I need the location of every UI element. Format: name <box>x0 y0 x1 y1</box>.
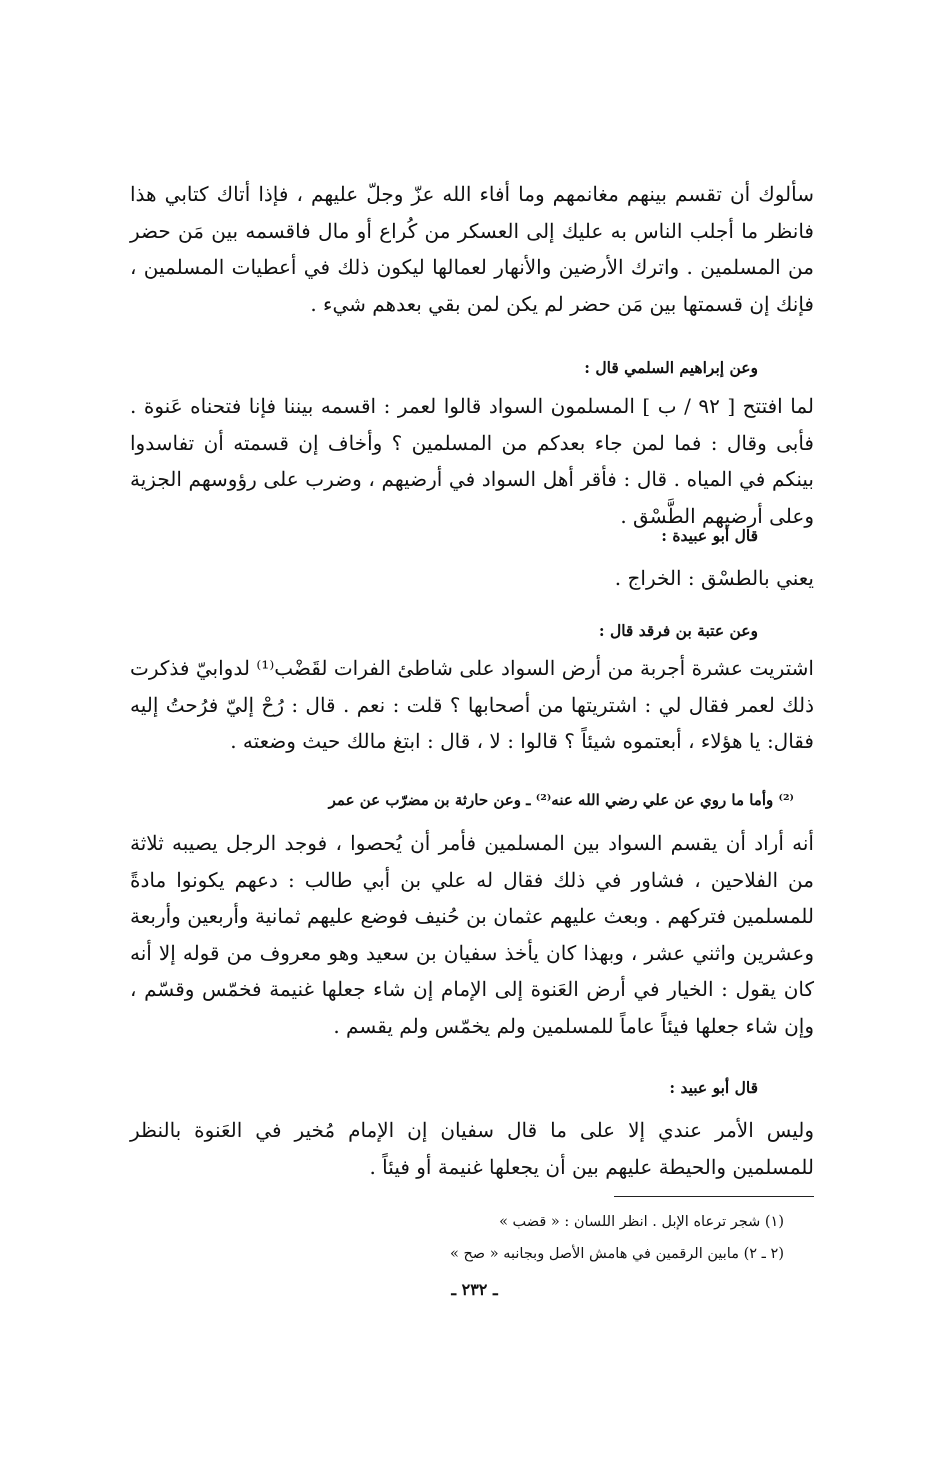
heading-ibrahim-al-sulami: وعن إبراهيم السلمي قال : <box>584 358 758 377</box>
paragraph-purchase-of-land: اشتريت عشرة أجربة من أرض السواد على شاطئ الفرات لقَضْب⁽¹⁾ لدوابيّ فذكرت ذلك لعمر فقال لي : اشتريتها من أصحابها ؟ قلت : نعم . قال : رُحْ إليّ فرُحتُ إليه فقال: يا هؤلاء ، أبعتموه شيئاً ؟ قالوا : لا ، قال : ابتغ مالك حيث وضعته . <box>130 656 814 753</box>
paragraph-division-of-sawad: أنه أراد أن يقسم السواد بين المسلمين فأمر أن يُحصوا ، فوجد الرجل يصيبه ثلاثة من الفلاحين ، فشاور في ذلك فقال له علي بن أبي طالب : دعهم يكونوا مادةً للمسلمين فتركهم . وبعث عليهم عثمان بن حُنيف فوضع عليهم ثمانية وأربعين وأربعة وعشرين واثني عشر ، وبهذا كان يأخذ سفيان بن سعيد وهو معروف من قوله إلا أنه كان يقول : الخيار في أرض العَنوة إلى الإمام إن شاء جعلها غنيمة فخمّس وقسّم ، وإن شاء جعلها فيئاً عاماً للمسلمين ولم يخمّس ولم يقسم . <box>130 831 814 1038</box>
subheading-ali-and-harithah: ⁽²⁾ وأما ما روي عن علي رضي الله عنه⁽²⁾ ـ وعن حارثة بن مضرّب عن عمر <box>328 791 794 809</box>
paragraph-conquest-of-sawad: لما افتتح [ ٩٢ / ب ] المسلمون السواد قالوا لعمر : اقسمه بيننا فإنا فتحناه عَنوة . فأبى وقال : فما لمن جاء بعدكم من المسلمين ؟ وأخاف إن قسمته أن تفاسدوا بينكم في المياه . قال : فأقر أهل السواد في أرضيهم ، وضرب على رؤوسهم الجزية وعلى أرضيهم الطَّسْق . <box>130 394 814 528</box>
heading-abu-ubaydah: قال أبو عبيدة : <box>661 526 758 545</box>
paragraph-tasq-meaning: يعني بالطسْق : الخراج . <box>614 566 814 590</box>
page-number: ـ ٢٣٢ ـ <box>451 1280 498 1299</box>
footnote-2: (٢ ـ ٢) مابين الرقمين في هامش الأصل وبجانبه « صح » <box>449 1246 784 1262</box>
heading-utbah-ibn-farqad: وعن عتبة بن فرقد قال : <box>598 621 758 640</box>
paragraph-imam-choice: وليس الأمر عندي إلا على ما قال سفيان إن الإمام مُخير في العَنوة بالنظر للمسلمين والحيطة عليهم بين أن يجعلها غنيمة أو فيئاً . <box>130 1118 814 1179</box>
paragraph-umar-letter: سألوك أن تقسم بينهم مغانمهم وما أفاء الله عزّ وجلّ عليهم ، فإذا أتاك كتابي هذا فانظر ما أجلب الناس به عليك إلى العسكر من كُراع أو مال فاقسمه بين مَن حضر من المسلمين . واترك الأرضين والأنهار لعمالها ليكون ذلك في أعطيات المسلمين ، فإنك إن قسمتها بين مَن حضر لم يكن لمن بقي بعدهم شيء . <box>130 182 814 316</box>
heading-abu-ubayd: قال أبو عبيد : <box>669 1078 758 1097</box>
footnote-separator <box>614 1196 814 1197</box>
footnote-1: (١) شجر ترعاه الإبل . انظر اللسان : « قضب » <box>499 1214 784 1230</box>
